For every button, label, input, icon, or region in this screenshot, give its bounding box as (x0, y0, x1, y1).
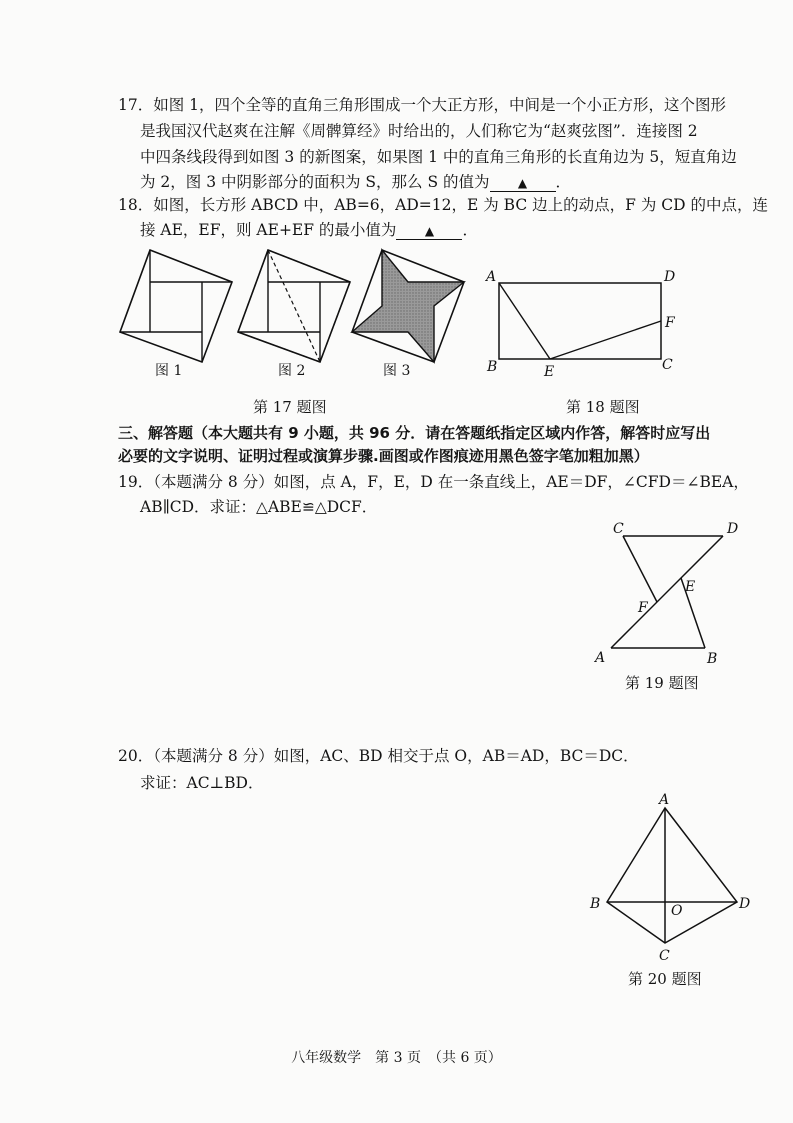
label-a: A (486, 269, 497, 285)
label-d: D (727, 521, 739, 537)
label-d: D (739, 896, 751, 912)
segment-ad (611, 536, 723, 648)
q17-line3: 中四条线段得到如图 3 的新图案，如果图 1 中的直角三角形的长直角边为 5，短直角边 (140, 148, 737, 166)
segment-ef (550, 321, 661, 359)
label-c: C (659, 948, 670, 964)
figure-17-1 (120, 250, 232, 362)
label-f: F (638, 600, 648, 616)
q17-line2: 是我国汉代赵爽在注解《周髀算经》时给出的，人们称它为“赵爽弦图”．连接图 2 (140, 122, 698, 140)
label-f: F (665, 315, 675, 331)
shaded-region (352, 250, 464, 362)
triangle-mark-icon: ▲ (517, 176, 528, 190)
q18-answer-blank (396, 222, 462, 240)
q17-line4-end: ． (555, 173, 572, 191)
section3-line2: 必要的文字说明、证明过程或演算步骤.画图或作图痕迹用黑色签字笔加粗加黑） (118, 447, 649, 465)
outer-square (120, 250, 232, 362)
section3-line1: 三、解答题（本大题共有 9 小题，共 96 分．请在答题纸指定区域内作答，解答时应写出 (118, 424, 711, 442)
page-footer: 八年级数学 第 3 页 （共 6 页） (291, 1050, 502, 1066)
label-c: C (662, 357, 673, 373)
label-o: O (671, 903, 683, 919)
q18-line2 (140, 220, 478, 240)
q18-line2-end: ． (462, 221, 478, 239)
segment-cf (623, 536, 657, 602)
label-d: D (664, 269, 676, 285)
segment-ae (499, 283, 550, 359)
figure-17-2 (238, 250, 350, 362)
q20-line2: 求证：AC⊥BD． (140, 774, 264, 792)
q19-line1: 19．（本题满分 8 分）如图，点 A，F，E，D 在一条直线上，AE＝DF，∠CFD＝∠BEA， (118, 473, 749, 491)
label-e: E (685, 579, 696, 595)
q17-line4 (140, 172, 571, 192)
figure-19 (595, 520, 745, 670)
fig18-caption: 第 18 题图 (566, 398, 640, 416)
fig17-caption: 第 17 题图 (253, 398, 327, 416)
label-b: B (707, 651, 718, 667)
figure-18 (485, 263, 685, 393)
label-b: B (487, 359, 498, 375)
fig2-label: 图 2 (278, 363, 306, 379)
q18-line1: 18．如图，长方形 ABCD 中，AB=6，AD=12，E 为 BC 边上的动点，F 为 CD 的中点，连 (118, 196, 768, 214)
fig19-caption: 第 19 题图 (625, 674, 699, 692)
outer-square (238, 250, 350, 362)
label-e: E (544, 364, 555, 380)
fig3-label: 图 3 (383, 363, 411, 379)
label-c: C (613, 521, 624, 537)
triangle-mark-icon: ▲ (424, 224, 435, 238)
quadrilateral-abcd (607, 808, 737, 943)
label-b: B (590, 896, 601, 912)
rectangle-abcd (499, 283, 661, 359)
q19-line2: AB∥CD．求证：△ABE≌△DCF． (140, 498, 378, 516)
figure-20 (585, 790, 755, 964)
figure-17-3 (352, 250, 464, 362)
q18-line2-text: 接 AE，EF，则 AE+EF 的最小值为 (140, 221, 397, 239)
fig20-caption: 第 20 题图 (628, 970, 702, 988)
label-a: A (595, 650, 606, 666)
fig1-label: 图 1 (155, 363, 183, 379)
q17-line4-text: 为 2，图 3 中阴影部分的面积为 S，那么 S 的值为 (140, 173, 490, 191)
q17-answer-blank (490, 174, 556, 192)
q17-line1: 17．如图 1，四个全等的直角三角形围成一个大正方形，中间是一个小正方形，这个图形 (118, 96, 727, 114)
q20-line1: 20．（本题满分 8 分）如图，AC、BD 相交于点 O，AB＝AD，BC＝DC． (118, 747, 639, 765)
label-a: A (659, 792, 670, 808)
